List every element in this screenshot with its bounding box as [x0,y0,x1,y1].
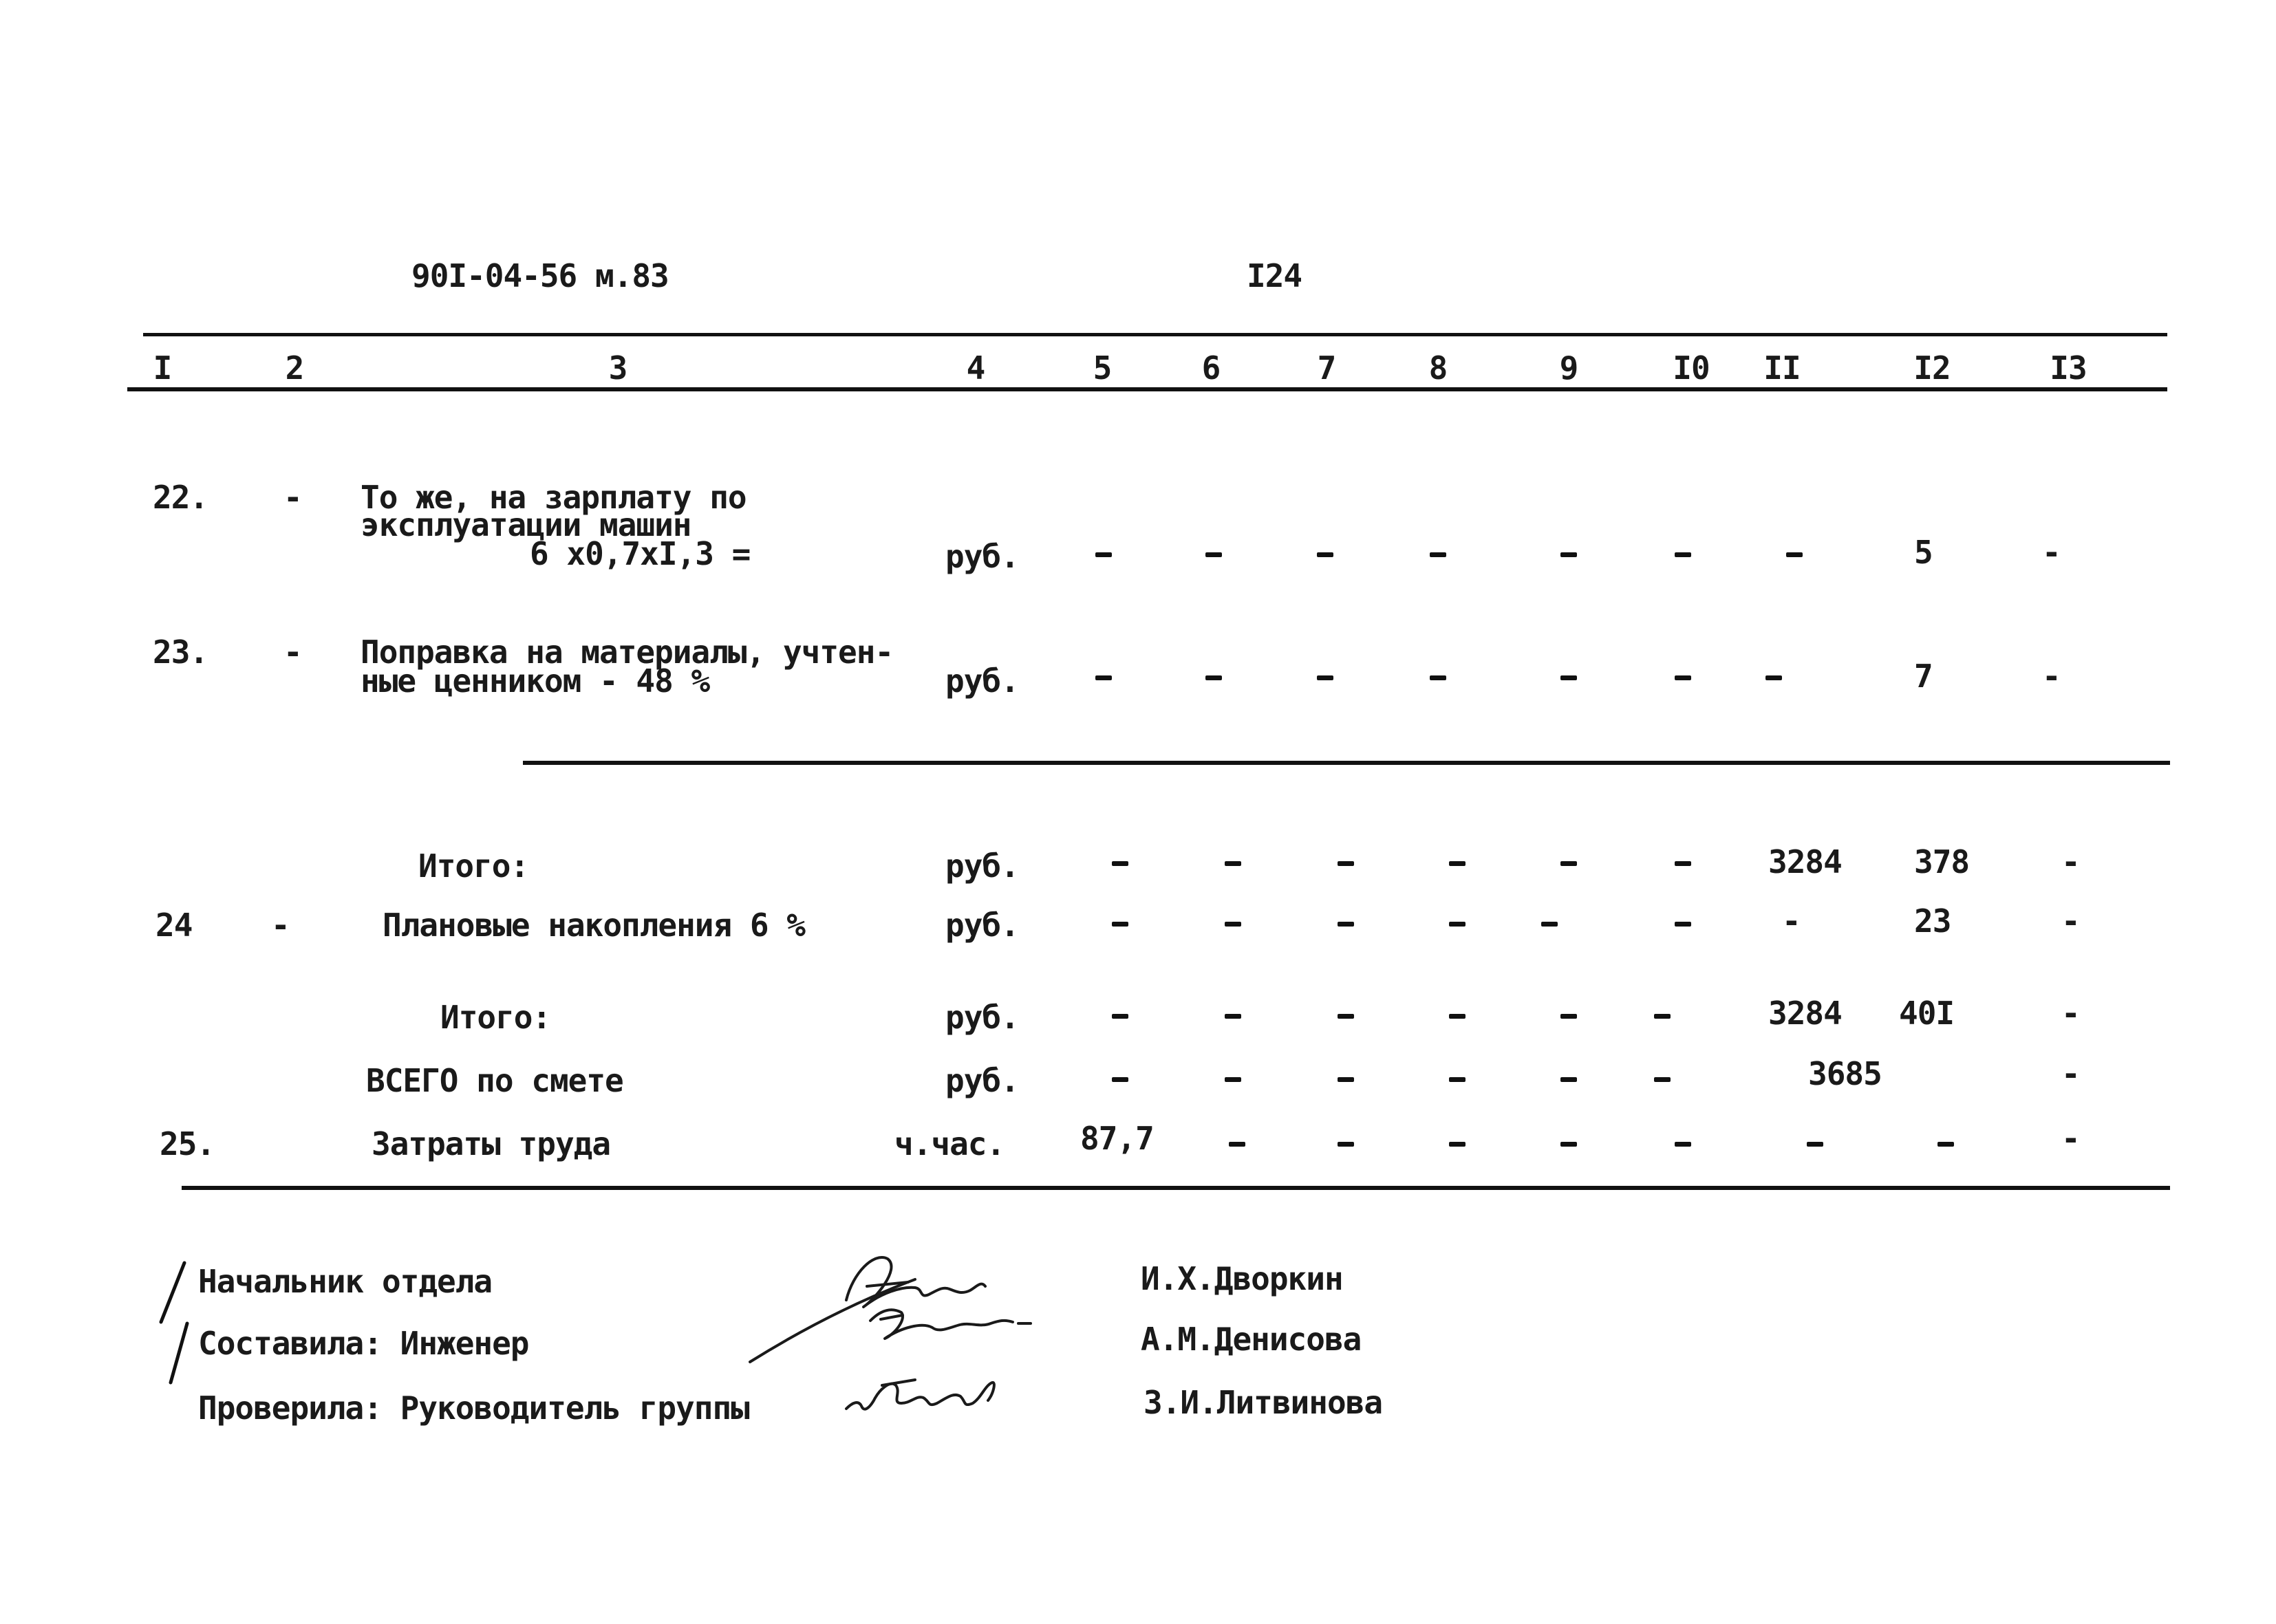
empty-cell-dash [1449,1014,1466,1019]
empty-cell-dash [1112,922,1128,927]
tick-mark-icon [151,1259,193,1328]
empty-cell-dash [1654,1077,1671,1082]
row-col12-value: 7 [1914,658,1933,695]
empty-cell-dash [1786,552,1803,557]
empty-cell-dash [1675,552,1691,557]
empty-cell-dash [1560,1014,1577,1019]
empty-cell-dash [1449,922,1466,927]
empty-cell-dash [1095,552,1112,557]
empty-cell-dash [1225,1077,1241,1082]
row-formula: 6 х0,7хI,3 = [530,535,751,572]
row-description: ные ценником - 48 % [361,662,710,700]
empty-cell-dash [1675,675,1691,680]
row-col13-value: - [2061,843,2080,880]
empty-cell-dash [1430,675,1446,680]
empty-cell-dash [1541,922,1558,927]
column-header: I [153,349,172,387]
empty-cell-dash [1317,675,1333,680]
row-col13-value: - [2061,1120,2080,1157]
column-header: 7 [1317,349,1336,387]
empty-cell-dash [1225,922,1241,927]
empty-cell-dash [1675,1142,1691,1147]
column-header: II [1763,349,1801,387]
empty-cell-dash [1338,1077,1354,1082]
row-col5-value: 87,7 [1080,1120,1154,1157]
table-top-rule [143,333,2167,336]
empty-cell-dash [1225,1014,1241,1019]
grand-total-value: 3685 [1808,1055,1882,1092]
row-description: Затраты труда [372,1125,611,1162]
page-number: I24 [1247,257,1302,294]
empty-cell-dash [1560,1142,1577,1147]
empty-cell-dash [1112,861,1128,866]
row-col2: - [271,907,290,944]
row-col2: - [283,479,302,516]
empty-cell-dash [1449,1142,1466,1147]
empty-cell-dash [1560,552,1577,557]
row-col13-value: - [2061,902,2080,940]
row-description: Плановые накопления 6 % [383,907,805,944]
column-header: I3 [2050,349,2087,387]
row-col13-value: - [2042,534,2061,571]
row-col13-value: - [2061,995,2080,1032]
row-unit: руб. [945,847,1019,885]
signatory-role: Начальник отдела [198,1263,493,1300]
column-header: 6 [1201,349,1221,387]
empty-cell-dash [1338,1014,1354,1019]
row-number: 22. [153,479,208,516]
row-col12-value: 5 [1914,534,1933,571]
empty-cell-dash [1560,1077,1577,1082]
column-header: 4 [966,349,985,387]
row-unit: руб. [945,999,1019,1036]
empty-cell-dash [1338,1142,1354,1147]
column-header: 3 [608,349,627,387]
empty-cell-dash [1317,552,1333,557]
row-description: Поправка на материалы, учтен- [361,634,894,671]
row-col12-value: 40I [1899,995,1955,1032]
empty-cell-dash [1229,1142,1245,1147]
empty-cell-dash [1765,675,1782,680]
signatory-role: Проверила: Руководитель группы [198,1389,749,1427]
column-header: 5 [1093,349,1112,387]
empty-cell-dash [1338,861,1354,866]
row-col11-value: 3284 [1768,843,1842,880]
column-header: I2 [1913,349,1951,387]
empty-cell-dash [1937,1142,1954,1147]
empty-cell-dash [1338,922,1354,927]
column-header: 8 [1428,349,1448,387]
empty-cell-dash [1654,1014,1671,1019]
row-col12-value: 23 [1914,902,1951,940]
empty-cell-dash [1095,675,1112,680]
empty-cell-dash [1675,861,1691,866]
row-col13-value: - [2061,1055,2080,1092]
row-unit: руб. [945,538,1019,575]
empty-cell-dash [1112,1014,1128,1019]
document-code: 90I-04-56 м.83 [411,257,669,294]
empty-cell-dash [1560,861,1577,866]
subtotal-rule [523,761,2170,765]
row-number: 25. [160,1125,215,1162]
column-header: 9 [1559,349,1578,387]
empty-cell-dash [1449,861,1466,866]
row-number: 24 [155,907,193,944]
empty-cell-dash [1205,675,1222,680]
row-description: То же, на зарплату по [361,479,747,516]
empty-cell-dash [1112,1077,1128,1082]
row-unit: ч.час. [894,1125,1005,1162]
tick-mark-icon [157,1318,198,1387]
signatory-role: Составила: Инженер [198,1325,529,1362]
row-unit: руб. [945,1062,1019,1099]
signatory-name: И.Х.Дворкин [1141,1260,1343,1297]
empty-cell-dash [1807,1142,1823,1147]
row-unit: руб. [945,662,1019,700]
empty-cell-dash [1225,861,1241,866]
row-number: 23. [153,634,208,671]
row-col2: - [283,634,302,671]
table-bottom-rule [182,1186,2170,1190]
row-col12-value: 378 [1914,843,1970,880]
empty-cell-dash [1675,922,1691,927]
subtotal-label: Итого: [418,847,529,885]
empty-cell-dash [1205,552,1222,557]
subtotal-label: Итого: [440,999,551,1036]
column-header: I0 [1673,349,1710,387]
row-col11-value: - [1782,902,1801,940]
row-description: эксплуатации машин [361,506,691,543]
row-unit: руб. [945,907,1019,944]
handwritten-signature [743,1238,1060,1444]
signatory-name: З.И.Литвинова [1144,1384,1383,1421]
row-col11-value: 3284 [1768,995,1842,1032]
signatory-name: А.М.Денисова [1141,1321,1362,1358]
column-header: 2 [285,349,304,387]
row-col13-value: - [2042,658,2061,695]
empty-cell-dash [1560,675,1577,680]
empty-cell-dash [1449,1077,1466,1082]
table-header-rule [127,387,2167,391]
grand-total-label: ВСЕГО по смете [366,1062,623,1099]
empty-cell-dash [1430,552,1446,557]
